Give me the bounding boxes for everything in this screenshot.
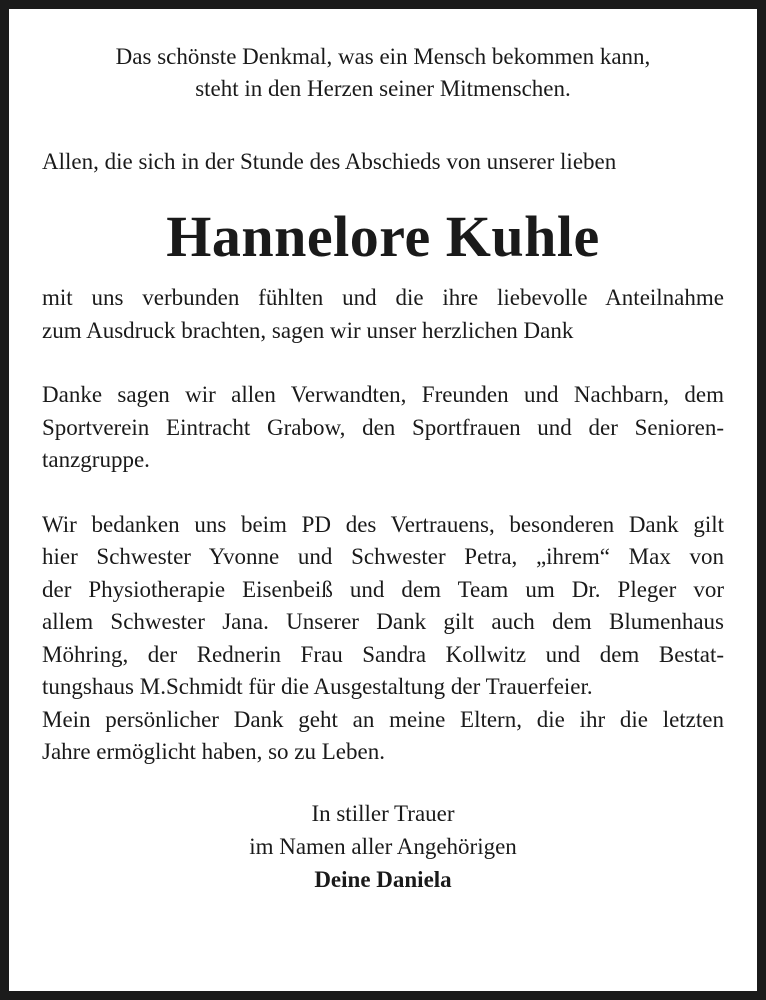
paragraph-line: Möhring, der Rednerin Frau Sandra Kollwitz und dem Bestat- (42, 641, 724, 667)
paragraph-line: Wir bedanken uns beim PD des Vertrauens, besonderen Dank gilt (42, 511, 724, 537)
paragraph-line: allem Schwester Jana. Unserer Dank gilt auch dem Blumenhaus (42, 609, 724, 634)
intro-text: Allen, die sich in der Stunde des Abschieds von unserer lieben (42, 149, 617, 174)
closing-block (42, 797, 724, 896)
paragraph-line: tungshaus M.Schmidt für die Ausgestaltung der Trauerfeier. (42, 674, 593, 699)
closing-line-1: In stiller Trauer (311, 800, 455, 826)
closing-line-2: im Namen aller Angehörigen (249, 833, 517, 859)
paragraph-line: Danke sagen wir allen Verwandten, Freunden und Nachbarn, dem (42, 382, 724, 407)
paragraph-line: Mein persönlicher Dank geht an meine Eltern, die ihr die letzten (42, 706, 724, 732)
paragraph-line: der Physiotherapie Eisenbeiß und dem Team um Dr. Pleger vor (42, 576, 724, 602)
paragraph-line: Jahre ermöglicht haben, so zu Leben. (42, 739, 385, 764)
paragraph-line: zum Ausdruck brachten, sagen wir unser herzlichen Dank (42, 317, 574, 343)
paragraph-line: tanzgruppe. (42, 447, 150, 472)
motto-line-1: Das schönste Denkmal, was ein Mensch bekommen kann, (115, 44, 651, 69)
paragraph-line: hier Schwester Yvonne und Schwester Petra, „ihrem“ Max von (42, 544, 724, 569)
signature: Deine Daniela (314, 866, 452, 892)
paragraph-line: Sportverein Eintracht Grabow, den Sportfrauen und der Senioren- (42, 414, 724, 440)
paragraph-thanks-care (42, 509, 724, 769)
deceased-name: Hannelore Kuhle (166, 204, 600, 269)
notice-content (42, 41, 724, 991)
motto-line-2: steht in den Herzen seiner Mitmenschen. (195, 76, 571, 101)
motto-quote (42, 41, 724, 105)
paragraph-line: mit uns verbunden fühlten und die ihre liebevolle Anteilnahme (42, 285, 724, 310)
paragraph-sympathy (42, 282, 724, 347)
paragraph-thanks-relatives (42, 379, 724, 477)
